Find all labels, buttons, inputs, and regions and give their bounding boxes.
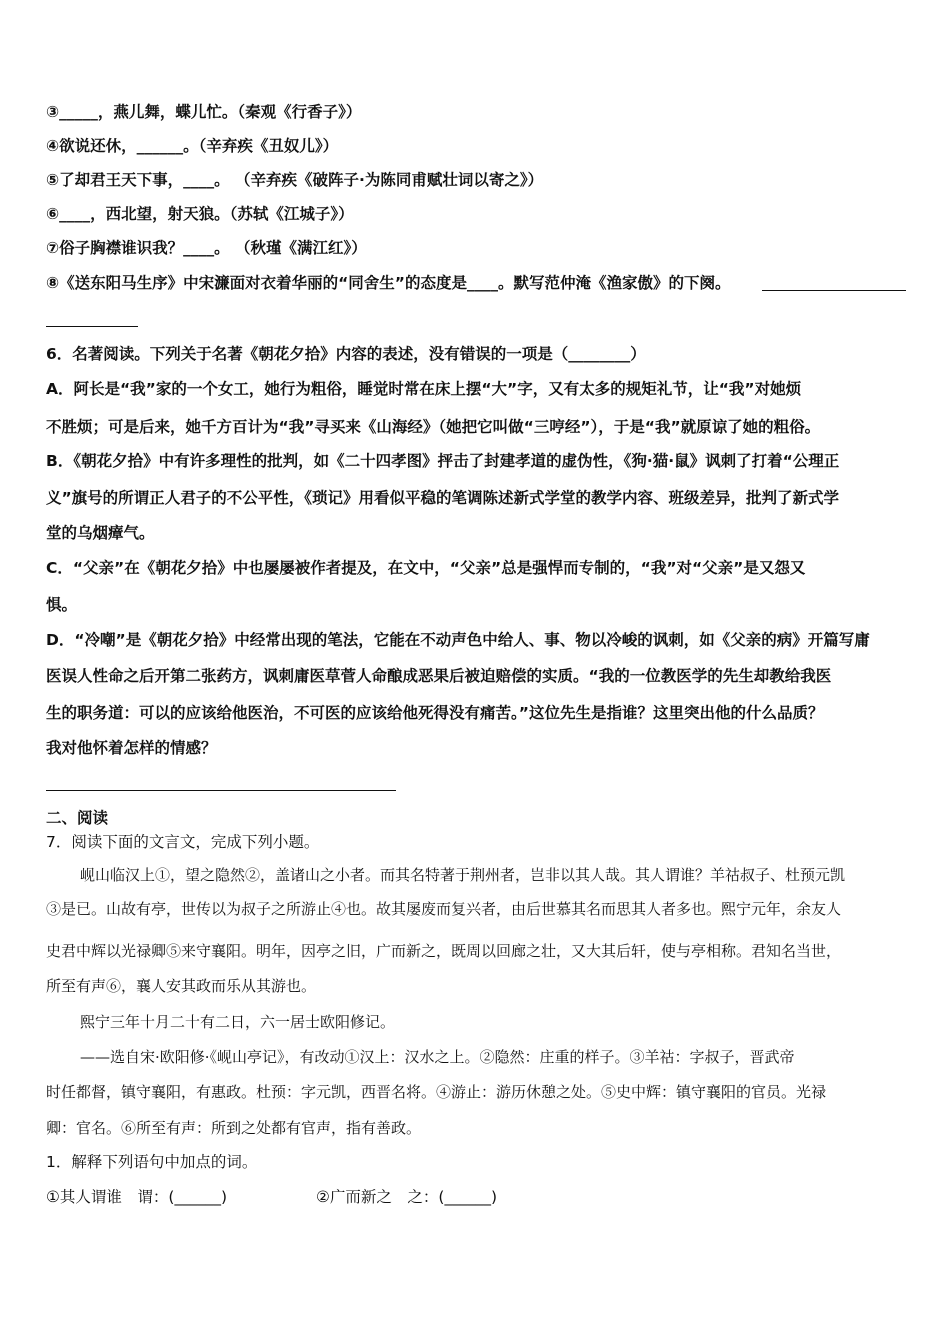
- q6-stem: 6．名著阅读。下列关于名著《朝花夕拾》内容的表述，没有错误的一项是（________）: [46, 345, 646, 363]
- q6-line: B．《朝花夕拾》中有许多理性的批判，如《二十四孝图》抨击了封建孝道的虚伪性，《狗·猫·鼠》讽刺了打着“公理正: [46, 452, 840, 470]
- passage-line: 所至有声⑥，襄人安其政而乐从其游也。: [46, 977, 317, 995]
- q6-line: C．“父亲”在《朝花夕拾》中也屡屡被作者提及，在文中，“父亲”总是强悍而专制的，“我”对“父亲”是又怨又: [46, 559, 806, 577]
- fill-in-item-5: ⑤了却君王天下事，____。 （辛弃疾《破阵子·为陈同甫赋壮词以寄之》）: [46, 171, 544, 189]
- q6-line: 我对他怀着怎样的情感？: [46, 739, 217, 757]
- fill-in-item-8: ⑧《送东阳马生序》中宋濂面对衣着华丽的“同舍生”的态度是____。默写范仲淹《渔家傲》的下阕。: [46, 274, 731, 292]
- fill-in-item-7: ⑦俗子胸襟谁识我？____。 （秋瑾《满江红》）: [46, 239, 367, 257]
- q6-line: D．“冷嘲”是《朝花夕拾》中经常出现的笔法，它能在不动声色中给人、事、物以冷峻的讽刺，如《父亲的病》开篇写庸: [46, 631, 870, 649]
- fill-in-item-3: ③_____，燕儿舞，蝶儿忙。（秦观《行香子》）: [46, 103, 362, 121]
- passage-signature: 熙宁三年十月二十有二日，六一居士欧阳修记。: [80, 1013, 396, 1031]
- q6-line: 医误人性命之后开第二张药方，讽刺庸医草菅人命酿成恶果后被迫赔偿的实质。“我的一位教医学的先生却教给我医: [46, 667, 832, 685]
- source-note: ——选自宋·欧阳修·《岘山亭记》，有改动①汉上：汉水之上。②隐然：庄重的样子。③羊祜：字叔子，晋武帝: [80, 1048, 795, 1066]
- answer-line: [762, 290, 906, 291]
- source-note: 卿：官名。⑥所至有声：所到之处都有官声，指有善政。: [46, 1119, 422, 1137]
- q6-line: 惧。: [46, 596, 78, 614]
- answer-line: [46, 790, 396, 791]
- q6-line: 生的职务道：可以的应该给他医治，不可医的应该给他死得没有痛苦。”这位先生是指谁？这里突出他的什么品质？: [46, 704, 824, 722]
- fill-in-item-4: ④欲说还休，______。（辛弃疾《丑奴儿》）: [46, 137, 339, 155]
- passage-line: ③是已。山故有亭，世传以为叔子之所游止④也。故其屡废而复兴者，由后世慕其名而思其人者多也。熙宁元年，余友人: [46, 900, 842, 918]
- section-heading: 二、阅读: [46, 809, 109, 827]
- sub-question-a: ①其人谓谁 谓：(______): [46, 1188, 227, 1206]
- passage-line: 岘山临汉上①，望之隐然②，盖诸山之小者。而其名特著于荆州者，岂非以其人哉。其人谓谁？羊祜叔子、杜预元凯: [80, 866, 846, 884]
- fill-in-item-6: ⑥____，西北望，射天狼。（苏轼《江城子》）: [46, 205, 354, 223]
- q6-line: A．阿长是“我”家的一个女工，她行为粗俗，睡觉时常在床上摆“大”字，又有太多的规矩礼节，让“我”对她烦: [46, 380, 802, 398]
- q6-line: 义”旗号的所谓正人君子的不公平性，《琐记》用看似平稳的笔调陈述新式学堂的教学内容、班级差异，批判了新式学: [46, 489, 839, 507]
- q7-stem: 7．阅读下面的文言文，完成下列小题。: [46, 833, 320, 851]
- q6-line: 不胜烦；可是后来，她千方百计为“我”寻买来《山海经》（她把它叫做“三哼经”），于是“我”就原谅了她的粗俗。: [46, 418, 821, 436]
- q6-line: 堂的乌烟瘴气。: [46, 524, 155, 542]
- sub-question-b: ②广而新之 之：(______): [316, 1188, 497, 1206]
- source-note: 时任都督，镇守襄阳，有惠政。杜预：字元凯，西晋名将。④游止：游历休憩之处。⑤史中辉：镇守襄阳的官员。光禄: [46, 1083, 827, 1101]
- sub-question-stem: 1．解释下列语句中加点的词。: [46, 1153, 258, 1171]
- answer-line: [46, 326, 138, 327]
- passage-line: 史君中辉以光禄卿⑤来守襄阳。明年，因亭之旧，广而新之，既周以回廊之壮，又大其后轩，使与亭相称。君知名当世，: [46, 942, 842, 960]
